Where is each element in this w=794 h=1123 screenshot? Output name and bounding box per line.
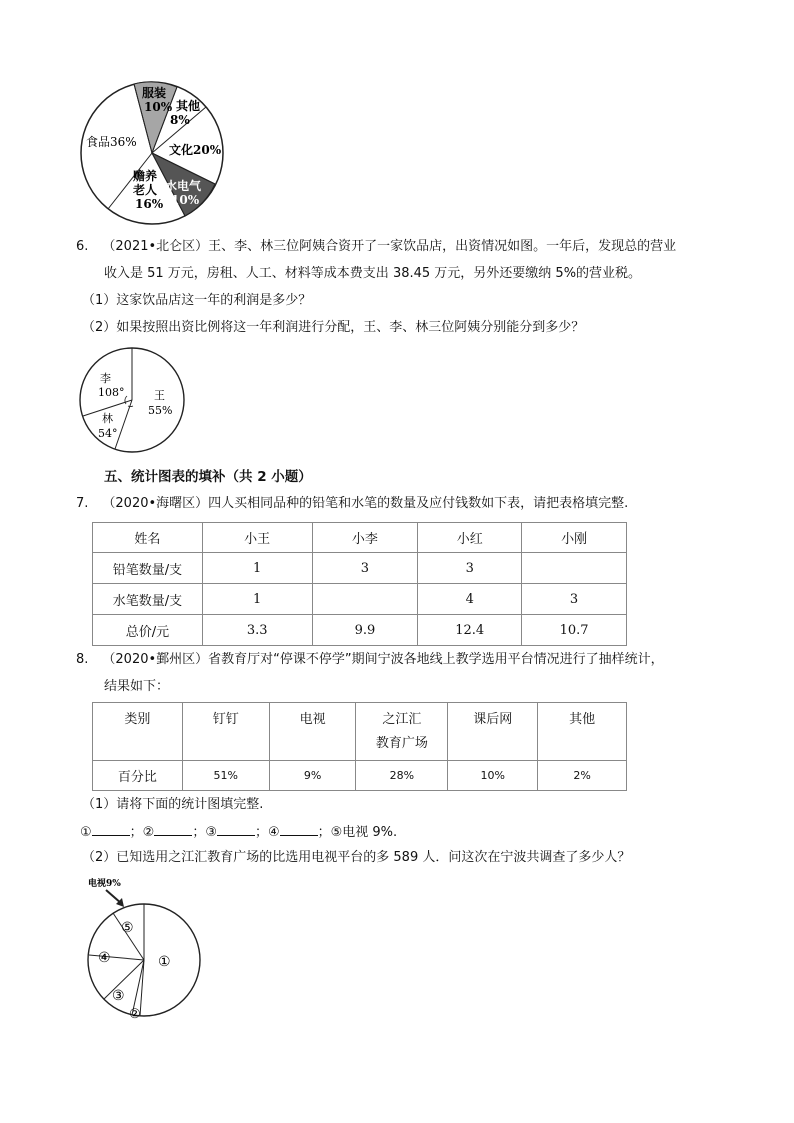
q6-text-line2: 收入是 51 万元，房租、人工、材料等成本费支出 38.45 万元，另外还要缴纳 5%的营业税。 (104, 266, 642, 281)
table-cell: 51% (182, 761, 269, 791)
label-shuidianqi-pct: 10% (171, 193, 200, 207)
q8-table (92, 702, 627, 791)
table-cell: 28% (356, 761, 448, 791)
pie3-sector-1: ① (158, 954, 171, 970)
table-header: 其他 (538, 703, 627, 761)
q8-sub2: （2）已知选用之江汇教育广场的比选用电视平台的多 589 人．问这次在宁波共调查了多少人？ (82, 850, 631, 865)
label-shipin: 食品36% (86, 135, 137, 149)
q8-line1 (76, 650, 664, 670)
q8-sub1: （1）请将下面的统计图填完整. (82, 797, 264, 812)
pie2-lin-name: 林 (102, 412, 113, 425)
q7-text: 四人买相同品种的铅笔和水笔的数量及应付钱数如下表，请把表格填完整. (208, 496, 629, 511)
table-cell: 10.7 (522, 615, 627, 646)
q7-source: （2020•海曙区） (102, 496, 209, 511)
q8-blanks-line (80, 821, 397, 843)
q7-table (92, 522, 627, 646)
table-cell: 10% (448, 761, 538, 791)
table-header: 类别 (93, 703, 183, 761)
pie3-sector-4: ④ (98, 950, 111, 966)
q8-text-line2: 结果如下： (104, 679, 170, 694)
q6-text-line1: 王、李、林三位阿姨合资开了一家饮品店，出资情况如图。一年后，发现总的营业 (208, 239, 677, 254)
table-row (93, 615, 627, 646)
answer-blank-3[interactable] (217, 821, 255, 836)
label-qita-pct: 8% (170, 113, 190, 127)
q6-sub1: （1）这家饮品店这一年的利润是多少？ (82, 293, 312, 308)
q6-source: （2021•北仑区） (102, 239, 209, 254)
q7-number: 7. (76, 496, 89, 511)
table-cell: 1 (202, 553, 312, 584)
table-cell: 3 (418, 553, 522, 584)
q8-text-line1: 省教育厅对“停课不停学”期间宁波各地线上教学选用平台情况进行了抽样统计， (208, 652, 664, 667)
platform-pie-chart (76, 874, 206, 1024)
pie2-li-deg: 108° (98, 386, 125, 399)
table-row (93, 703, 627, 761)
table-header: 电视 (269, 703, 356, 761)
table-cell: 2% (538, 761, 627, 791)
blank-label-1: ① (80, 825, 92, 840)
table-cell: 3.3 (202, 615, 312, 646)
table-row (93, 761, 627, 791)
table-row (93, 584, 627, 615)
label-shuidianqi-name: 水电气 (165, 179, 202, 193)
table-cell: 12.4 (418, 615, 522, 646)
pie3-sector-3: ③ (112, 988, 125, 1004)
table-header: 小刚 (522, 523, 627, 553)
table-header: 钉钉 (182, 703, 269, 761)
pie3-tv-label: 电视9% (88, 879, 121, 889)
pie2-li-name: 李 (100, 372, 111, 385)
table-cell: 9% (269, 761, 356, 791)
table-row (93, 523, 627, 553)
answer-blank-1[interactable] (92, 821, 130, 836)
investment-pie-chart (78, 344, 190, 456)
table-cell: 1 (202, 584, 312, 615)
label-shanyang-1: 赡养 (133, 169, 158, 183)
label-fuzhuang-pct: 10% (144, 100, 173, 114)
pie3-sector-2: ② (129, 1007, 141, 1022)
table-header: 姓名 (93, 523, 203, 553)
table-header: 课后网 (448, 703, 538, 761)
table-header-multiline (356, 703, 448, 761)
table-header: 小红 (418, 523, 522, 553)
q6-line1 (76, 237, 676, 257)
blank-label-5: ；⑤电视 9%. (317, 825, 398, 840)
q7-line (76, 494, 628, 514)
blank-label-2: ；② (129, 825, 155, 840)
label-fuzhuang-name: 服装 (142, 86, 167, 100)
blank-label-3: ；③ (192, 825, 217, 840)
label-wenhua: 文化20% (169, 143, 222, 157)
blank-label-4: ；④ (254, 825, 280, 840)
pie2-wang-name: 王 (154, 389, 165, 402)
label-shanyang-2: 老人 (133, 183, 158, 197)
table-header: 之江汇 (382, 712, 422, 727)
q8-number: 8. (76, 652, 89, 667)
table-cell: 百分比 (93, 761, 183, 791)
pie2-wang-pct: 55% (148, 404, 173, 417)
pie3-sector-5: ⑤ (121, 920, 134, 936)
table-cell: 总价/元 (93, 615, 203, 646)
section-title: 五、统计图表的填补（共 2 小题） (104, 469, 312, 485)
q6-number: 6. (76, 239, 89, 254)
table-header: 小李 (312, 523, 418, 553)
q6-sub2: （2）如果按照出资比例将这一年利润进行分配，王、李、林三位阿姨分别能分到多少？ (82, 320, 585, 335)
q8-source: （2020•鄞州区） (102, 652, 209, 667)
table-cell-blank[interactable] (312, 584, 418, 615)
pie2-lin-deg: 54° (98, 427, 118, 440)
table-header-sub: 教育广场 (375, 736, 428, 751)
table-row (93, 553, 627, 584)
table-cell: 铅笔数量/支 (93, 553, 203, 584)
table-cell-blank[interactable] (522, 553, 627, 584)
table-cell: 9.9 (312, 615, 418, 646)
table-cell: 水笔数量/支 (93, 584, 203, 615)
answer-blank-2[interactable] (154, 821, 192, 836)
table-header: 小王 (202, 523, 312, 553)
answer-blank-4[interactable] (280, 821, 318, 836)
table-cell: 3 (522, 584, 627, 615)
label-qita-name: 其他 (176, 99, 201, 113)
label-shanyang-pct: 16% (135, 197, 164, 211)
table-cell: 4 (418, 584, 522, 615)
expense-pie-chart (78, 80, 228, 225)
table-cell: 3 (312, 553, 418, 584)
